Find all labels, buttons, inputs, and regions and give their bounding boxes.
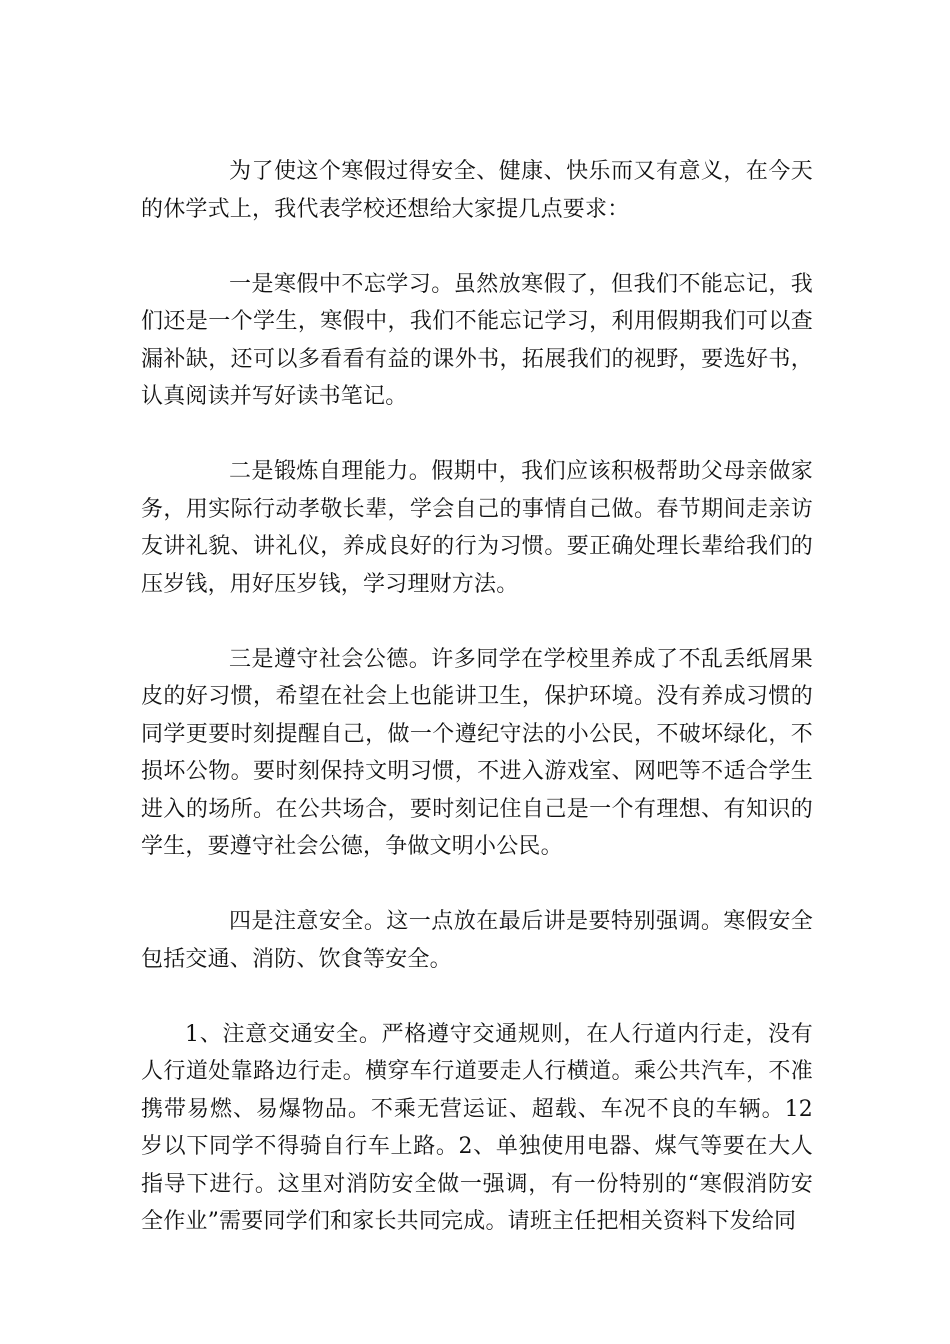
paragraph-safety: 四是注意安全。这一点放在最后讲是要特别强调。寒假安全包括交通、消防、饮食等安全。 — [141, 909, 813, 972]
paragraph-social-ethics: 三是遵守社会公德。许多同学在学校里养成了不乱丢纸屑果皮的好习惯，希望在社会上也能讲卫生，保护环境。没有养成习惯的同学更要时刻提醒自己，做一个遵纪守法的小公民，不破坏绿化，不损坏公物。要时刻保持文明习惯，不进入游戏室、网吧等不适合学生进入的场所。在公共场合，要时刻记住自己是一个有理想、有知识的学生，要遵守社会公德，争做文明小公民。 — [141, 646, 813, 859]
document-body — [141, 153, 813, 1241]
paragraph-self-care: 二是锻炼自理能力。假期中，我们应该积极帮助父母亲做家务，用实际行动孝敬长辈，学会自己的事情自己做。春节期间走亲访友讲礼貌、讲礼仪，养成良好的行为习惯。要正确处理长辈给我们的压岁钱，用好压岁钱，学习理财方法。 — [141, 459, 813, 597]
paragraph-study: 一是寒假中不忘学习。虽然放寒假了，但我们不能忘记，我们还是一个学生，寒假中，我们不能忘记学习，利用假期我们可以查漏补缺，还可以多看看有益的课外书，拓展我们的视野，要选好书，认真阅读并写好读书笔记。 — [141, 271, 813, 409]
paragraph-intro: 为了使这个寒假过得安全、健康、快乐而又有意义，在今天的休学式上，我代表学校还想给大家提几点要求： — [141, 159, 813, 222]
paragraph-traffic-safety: 1、注意交通安全。严格遵守交通规则，在人行道内行走，没有人行道处靠路边行走。横穿车行道要走人行横道。乘公共汽车，不准携带易燃、易爆物品。不乘无营运证、超载、车况不良的车辆。12岁以下同学不得骑自行车上路。2、单独使用电器、煤气等要在大人指导下进行。这里对消防安全做一强调，有一份特别的“寒假消防安全作业”需要同学们和家长共同完成。请班主任把相关资料下发给同 — [141, 1021, 813, 1234]
